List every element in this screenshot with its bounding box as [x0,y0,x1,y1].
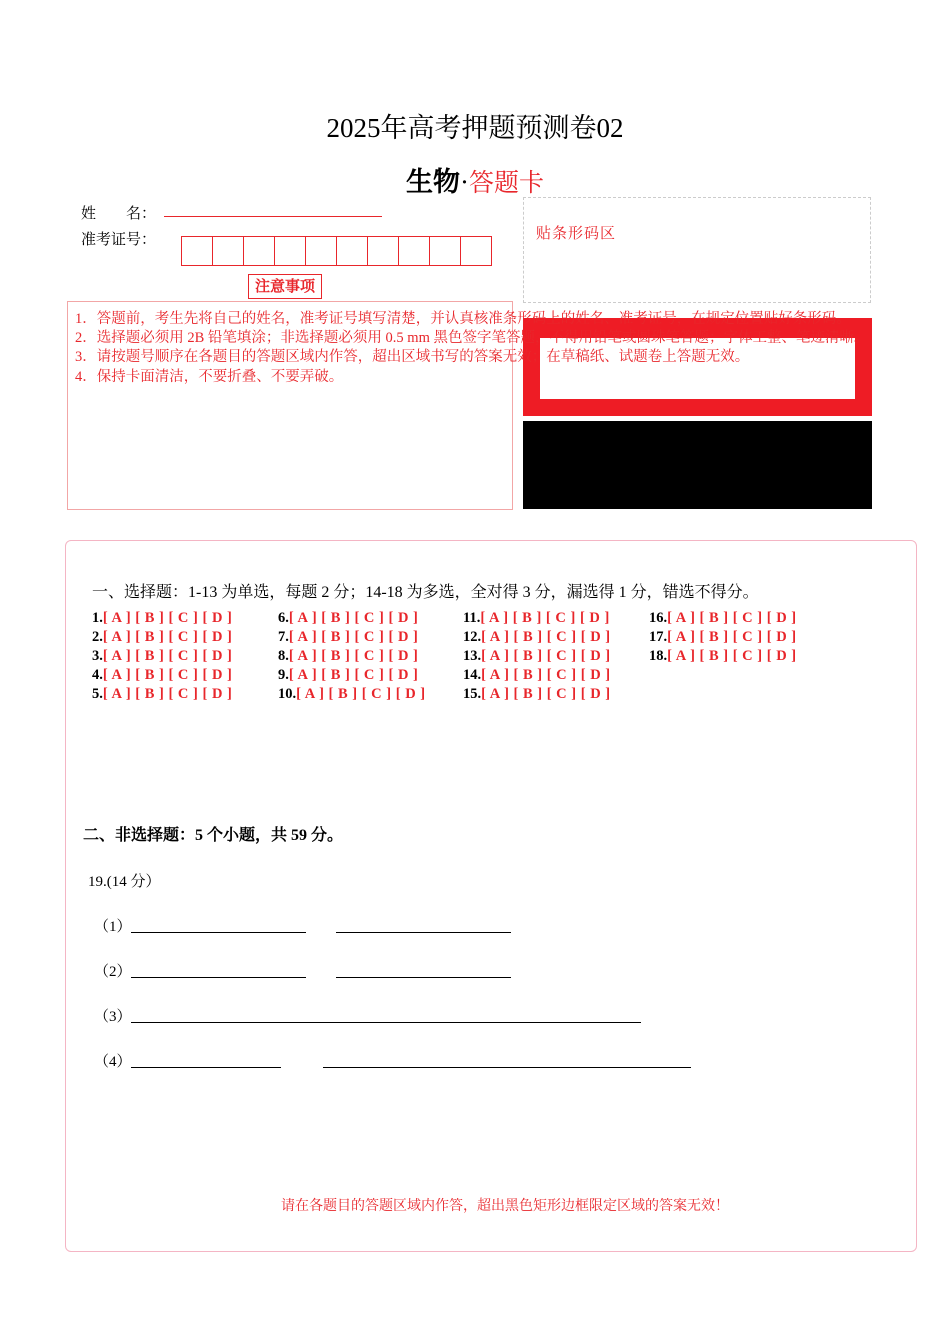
answer-line[interactable] [336,932,511,933]
subject-name: 生物 [405,167,460,197]
answer-options[interactable]: [ A ] [ B ] [ C ] [ D ] [102,686,233,702]
notice-item-4: 4．保持卡面清洁，不要折叠、不要弄破。 [75,369,344,385]
question-number: 2. [92,629,103,645]
choice-question[interactable] [463,629,611,646]
question-number: 18. [649,648,668,664]
answer-line[interactable] [131,1022,641,1023]
choice-question[interactable] [649,610,797,627]
choice-question[interactable] [278,667,418,684]
answer-options[interactable]: [ A ] [ B ] [ C ] [ D ] [667,610,797,626]
question-19-title: 19.(14 分） [88,874,161,890]
choice-question[interactable] [278,648,418,665]
choice-question[interactable] [278,686,426,703]
id-digit-box[interactable] [181,236,213,266]
question-number: 8. [278,648,289,664]
id-digit-box[interactable] [274,236,306,266]
answer-options[interactable]: [ A ] [ B ] [ C ] [ D ] [102,610,233,626]
notice-item-3: 3．请按题号顺序在各题目的答题区域内作答，超出区域书写的答案无效；在草稿纸、试题卷上答题无效。 [75,349,750,365]
question-number: 11. [463,610,481,626]
barcode-label: 贴条形码区 [536,226,617,242]
answer-options[interactable]: [ A ] [ B ] [ C ] [ D ] [480,610,610,626]
answer-options[interactable]: [ A ] [ B ] [ C ] [ D ] [102,667,233,683]
answer-line[interactable] [131,1067,281,1068]
choice-question[interactable] [649,648,797,665]
section1-heading: 一、选择题：1-13 为单选，每题 2 分；14-18 为多选，全对得 3 分，漏选得 1 分，错选不得分。 [92,584,759,601]
answer-line[interactable] [336,977,511,978]
name-label: 姓 名： [81,206,157,222]
question-number: 1. [92,610,103,626]
card-type: 答题卡 [468,170,544,197]
question-number: 16. [649,610,668,626]
choice-question[interactable] [278,629,418,646]
question-number: 17. [649,629,668,645]
answer-options[interactable]: [ A ] [ B ] [ C ] [ D ] [102,629,233,645]
choice-question[interactable] [463,667,611,684]
answer-options[interactable]: [ A ] [ B ] [ C ] [ D ] [288,667,419,683]
section2-heading: 二、非选择题：5 个小题，共 59 分。 [83,827,344,844]
notice-heading: 注意事项 [248,274,322,299]
id-digit-box[interactable] [212,236,244,266]
id-digit-box[interactable] [460,236,492,266]
notice-item-1: 1．答题前，考生先将自己的姓名，准考证号填写清楚，并认真核准条形码上的姓名、准考证号，在规定位置贴好条形码。 [75,311,851,327]
black-block [523,421,872,509]
part-1-label: （1） [94,919,132,935]
id-digit-box[interactable] [243,236,275,266]
title-separator: · [459,167,469,197]
question-number: 7. [278,629,289,645]
id-digit-box[interactable] [305,236,337,266]
answer-options[interactable]: [ A ] [ B ] [ C ] [ D ] [288,648,419,664]
part-3-label: （3） [94,1009,132,1025]
answer-options[interactable]: [ A ] [ B ] [ C ] [ D ] [288,629,419,645]
choice-question[interactable] [92,629,232,646]
notice-item-2: 2．选择题必须用 2B 铅笔填涂；非选择题必须用 0.5 mm 黑色签字笔答题，不得用铅笔或圆珠笔答题；字体工整、笔迹清晰。 [75,330,869,346]
answer-options[interactable]: [ A ] [ B ] [ C ] [ D ] [288,610,419,626]
id-label: 准考证号： [81,232,157,248]
page-title: 2025年高考押题预测卷02 [326,113,624,143]
name-field[interactable] [164,216,382,217]
answer-options[interactable]: [ A ] [ B ] [ C ] [ D ] [481,629,611,645]
question-number: 14. [463,667,482,683]
answer-area [65,540,917,1252]
id-digit-box[interactable] [398,236,430,266]
part-2-label: （2） [94,964,132,980]
choice-question[interactable] [92,686,232,703]
barcode-area [523,197,871,303]
answer-options[interactable]: [ A ] [ B ] [ C ] [ D ] [667,648,797,664]
question-number: 12. [463,629,482,645]
answer-options[interactable]: [ A ] [ B ] [ C ] [ D ] [296,686,426,702]
answer-line[interactable] [131,977,306,978]
question-number: 3. [92,648,103,664]
choice-question[interactable] [92,667,232,684]
id-digit-box[interactable] [336,236,368,266]
choice-question[interactable] [92,648,232,665]
answer-options[interactable]: [ A ] [ B ] [ C ] [ D ] [667,629,797,645]
exam-id-boxes[interactable] [181,236,491,266]
question-number: 10. [278,686,297,702]
id-digit-box[interactable] [367,236,399,266]
id-digit-box[interactable] [429,236,461,266]
answer-line[interactable] [131,932,306,933]
answer-options[interactable]: [ A ] [ B ] [ C ] [ D ] [481,667,611,683]
question-number: 9. [278,667,289,683]
question-number: 4. [92,667,103,683]
question-number: 5. [92,686,103,702]
answer-options[interactable]: [ A ] [ B ] [ C ] [ D ] [102,648,233,664]
question-number: 15. [463,686,482,702]
answer-options[interactable]: [ A ] [ B ] [ C ] [ D ] [481,648,611,664]
question-number: 13. [463,648,482,664]
choice-question[interactable] [92,610,232,627]
choice-question[interactable] [463,648,611,665]
choice-question[interactable] [463,686,611,703]
part-4-label: （4） [94,1054,132,1070]
choice-question[interactable] [649,629,797,646]
choice-question[interactable] [463,610,610,627]
answer-options[interactable]: [ A ] [ B ] [ C ] [ D ] [481,686,611,702]
footer-note: 请在各题目的答题区域内作答，超出黑色矩形边框限定区域的答案无效！ [281,1199,729,1214]
subject-title [0,160,950,199]
question-number: 6. [278,610,289,626]
answer-line[interactable] [323,1067,691,1068]
choice-question[interactable] [278,610,418,627]
